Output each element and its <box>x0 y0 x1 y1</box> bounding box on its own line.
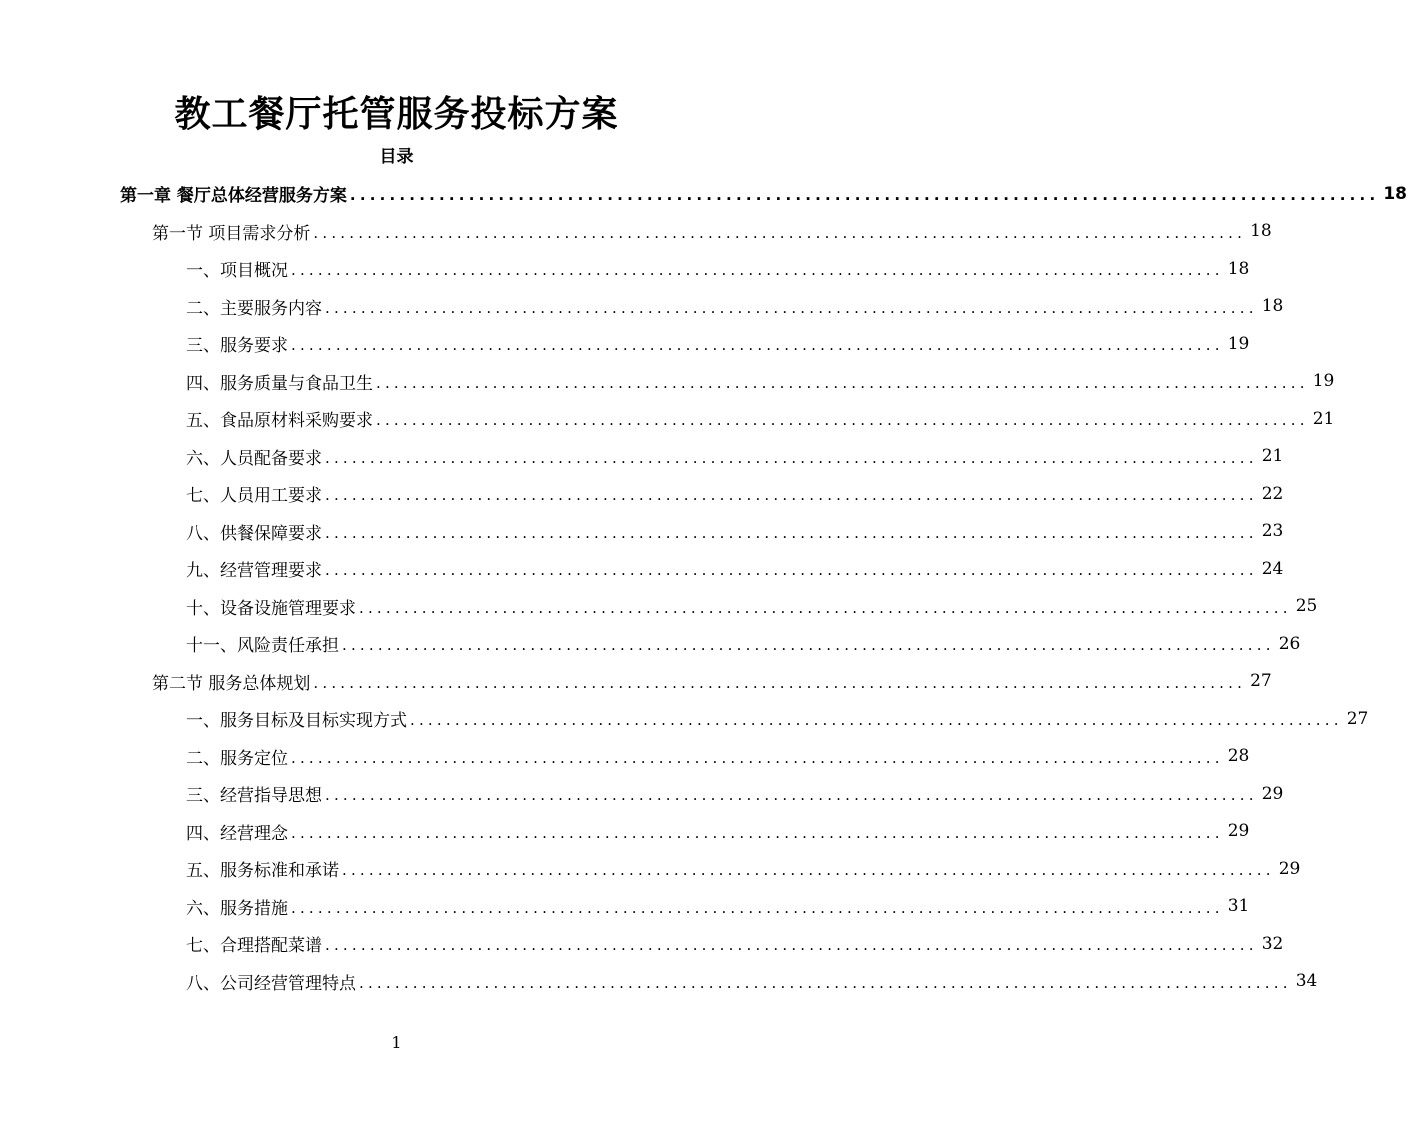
toc-entry-item[interactable] <box>0 738 1250 776</box>
toc-entry-item[interactable] <box>0 288 1284 326</box>
toc-entry-page: 19 <box>1227 333 1250 354</box>
toc-dot-leader: ........................................................................................................ <box>291 823 1224 842</box>
toc-entry-label: 一、项目概况 <box>186 261 288 282</box>
toc-entry-item[interactable] <box>0 625 1301 663</box>
toc-entry-label: 第二节 服务总体规划 <box>152 673 311 694</box>
toc-entry-label: 一、服务目标及目标实现方式 <box>186 711 407 732</box>
toc-entry-label: 七、合理搭配菜谱 <box>186 936 322 957</box>
toc-dot-leader: ........................................................................................................ <box>325 936 1258 955</box>
toc-entry-page: 18 <box>1261 296 1284 317</box>
toc-entry-item[interactable] <box>0 813 1250 851</box>
toc-dot-leader: ........................................................................................................ <box>325 486 1258 505</box>
toc-dot-leader: ........................................................................................................ <box>410 711 1343 730</box>
toc-dot-leader: ........................................................................................................ <box>376 373 1309 392</box>
toc-entry-label: 第一章 餐厅总体经营服务方案 <box>120 186 347 207</box>
toc-entry-label: 五、食品原材料采购要求 <box>186 411 373 432</box>
toc-dot-leader: ........................................................................................................ <box>359 973 1292 992</box>
toc-entry-item[interactable] <box>0 363 1335 401</box>
toc-entry-label: 二、主要服务内容 <box>186 298 322 319</box>
toc-entry-section[interactable] <box>0 213 1272 251</box>
toc-entry-item[interactable] <box>0 438 1284 476</box>
toc-dot-leader: ........................................................................................................ <box>291 898 1224 917</box>
toc-dot-leader: ........................................................................................................ <box>313 223 1247 242</box>
toc-entry-page: 26 <box>1278 633 1301 654</box>
toc-dot-leader: ........................................................................................................ <box>342 636 1275 655</box>
toc-entry-item[interactable] <box>0 550 1284 588</box>
toc-dot-leader: ........................................................................................................ <box>325 523 1258 542</box>
toc-entry-page: 21 <box>1261 446 1284 467</box>
toc-dot-leader: ........................................................................................................ <box>376 411 1309 430</box>
page-number: 1 <box>391 1033 402 1052</box>
toc-dot-leader: ........................................................................................................ <box>325 298 1258 317</box>
toc-entry-item[interactable] <box>0 850 1301 888</box>
toc-entry-item[interactable] <box>0 700 1369 738</box>
toc-entry-page: 32 <box>1261 933 1284 954</box>
toc-entry-item[interactable] <box>0 325 1250 363</box>
toc-entry-label: 三、服务要求 <box>186 336 288 357</box>
toc-entry-chapter[interactable] <box>0 175 1407 213</box>
toc-entry-page: 25 <box>1295 596 1318 617</box>
toc-entry-item[interactable] <box>0 513 1284 551</box>
table-of-contents <box>0 175 1407 1000</box>
toc-entry-page: 29 <box>1278 858 1301 879</box>
toc-dot-leader: ........................................................................................................ <box>325 561 1258 580</box>
toc-entry-item[interactable] <box>0 925 1284 963</box>
toc-entry-page: 18 <box>1250 221 1272 242</box>
toc-entry-page: 23 <box>1261 521 1284 542</box>
toc-entry-item[interactable] <box>0 888 1250 926</box>
toc-entry-page: 29 <box>1227 821 1250 842</box>
toc-entry-page: 22 <box>1261 483 1284 504</box>
toc-entry-page: 27 <box>1346 708 1369 729</box>
toc-dot-leader: ........................................................................................................ <box>349 186 1380 205</box>
toc-entry-page: 21 <box>1312 408 1335 429</box>
toc-entry-label: 八、供餐保障要求 <box>186 523 322 544</box>
toc-entry-page: 19 <box>1312 371 1335 392</box>
toc-entry-label: 三、经营指导思想 <box>186 786 322 807</box>
toc-entry-label: 六、服务措施 <box>186 898 288 919</box>
toc-entry-label: 八、公司经营管理特点 <box>186 973 356 994</box>
toc-entry-label: 十一、风险责任承担 <box>186 636 339 657</box>
toc-entry-page: 18 <box>1383 183 1407 204</box>
toc-entry-item[interactable] <box>0 400 1335 438</box>
toc-dot-leader: ........................................................................................................ <box>291 748 1224 767</box>
toc-entry-page: 31 <box>1227 896 1250 917</box>
toc-entry-section[interactable] <box>0 663 1272 701</box>
document-title: 教工餐厅托管服务投标方案 <box>174 94 619 135</box>
toc-dot-leader: ........................................................................................................ <box>325 448 1258 467</box>
toc-entry-item[interactable] <box>0 250 1250 288</box>
toc-entry-page: 28 <box>1227 746 1250 767</box>
toc-dot-leader: ........................................................................................................ <box>342 861 1275 880</box>
toc-entry-label: 九、经营管理要求 <box>186 561 322 582</box>
toc-entry-page: 29 <box>1261 783 1284 804</box>
toc-dot-leader: ........................................................................................................ <box>313 673 1247 692</box>
toc-entry-page: 18 <box>1227 258 1250 279</box>
toc-entry-page: 34 <box>1295 971 1318 992</box>
toc-dot-leader: ........................................................................................................ <box>291 261 1224 280</box>
toc-entry-label: 六、人员配备要求 <box>186 448 322 469</box>
toc-entry-page: 24 <box>1261 558 1284 579</box>
toc-entry-label: 十、设备设施管理要求 <box>186 598 356 619</box>
toc-entry-label: 第一节 项目需求分析 <box>152 223 311 244</box>
toc-entry-label: 二、服务定位 <box>186 748 288 769</box>
toc-dot-leader: ........................................................................................................ <box>359 598 1292 617</box>
toc-entry-label: 四、经营理念 <box>186 823 288 844</box>
toc-entry-label: 四、服务质量与食品卫生 <box>186 373 373 394</box>
toc-dot-leader: ........................................................................................................ <box>325 786 1258 805</box>
toc-dot-leader: ........................................................................................................ <box>291 336 1224 355</box>
toc-entry-item[interactable] <box>0 588 1318 626</box>
toc-heading: 目录 <box>379 147 414 167</box>
toc-entry-page: 27 <box>1250 671 1272 692</box>
toc-entry-item[interactable] <box>0 475 1284 513</box>
toc-entry-item[interactable] <box>0 963 1318 1001</box>
toc-entry-label: 七、人员用工要求 <box>186 486 322 507</box>
toc-entry-item[interactable] <box>0 775 1284 813</box>
toc-entry-label: 五、服务标准和承诺 <box>186 861 339 882</box>
